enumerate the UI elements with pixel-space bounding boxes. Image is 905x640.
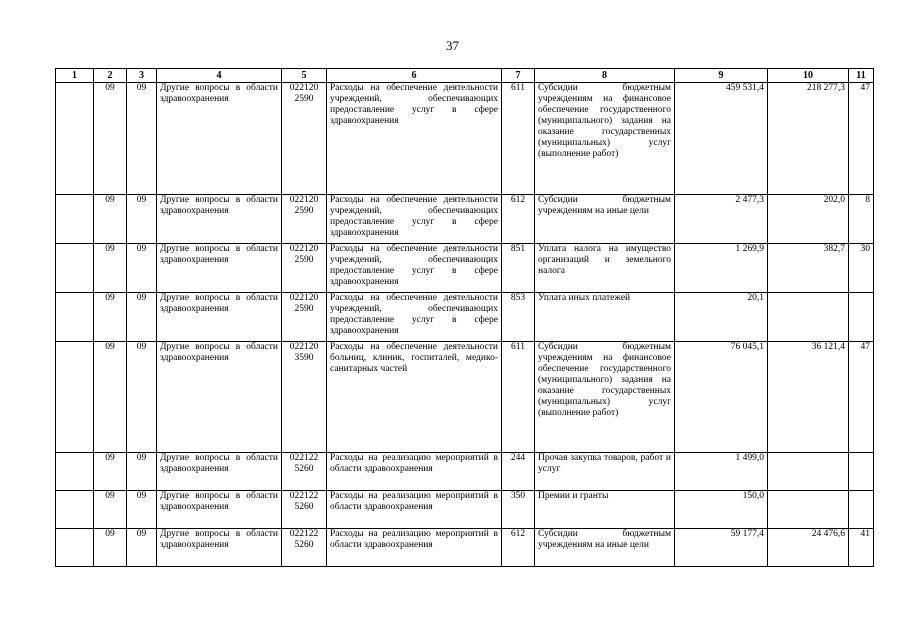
cell-subsection: 09 xyxy=(127,293,157,342)
cell-expense-name: Субсидии бюджетным учреждениям на финансовое обеспечение государственного (муниципального) задания на оказание государственных (муниципальных) услуг (выполнение работ) xyxy=(535,342,675,453)
cell-section: 09 xyxy=(94,83,127,195)
cell-target-item: 022120 2590 xyxy=(282,195,327,244)
cell-col1 xyxy=(56,491,94,529)
cell-col1 xyxy=(56,453,94,491)
table-row xyxy=(56,342,874,453)
cell-section-name: Другие вопросы в области здравоохранения xyxy=(157,244,282,293)
cell-subsection: 09 xyxy=(127,342,157,453)
cell-expense-name: Субсидии бюджетным учреждениям на иные цели xyxy=(535,529,675,567)
column-header: 5 xyxy=(282,69,327,83)
column-header: 10 xyxy=(768,69,849,83)
column-header: 8 xyxy=(535,69,675,83)
cell-target-item: 022120 2590 xyxy=(282,293,327,342)
cell-target-item: 022120 3590 xyxy=(282,342,327,453)
cell-target-name: Расходы на обеспечение деятельности учреждений, обеспечивающих предоставление услуг в сфере здравоохранения xyxy=(327,244,502,293)
cell-col1 xyxy=(56,195,94,244)
cell-section-name: Другие вопросы в области здравоохранения xyxy=(157,293,282,342)
cell-section: 09 xyxy=(94,342,127,453)
table-row xyxy=(56,244,874,293)
cell-expense-name: Субсидии бюджетным учреждениям на иные цели xyxy=(535,195,675,244)
cell-target-item: 022120 2590 xyxy=(282,83,327,195)
cell-col1 xyxy=(56,83,94,195)
table-row xyxy=(56,529,874,567)
cell-col1 xyxy=(56,342,94,453)
cell-subsection: 09 xyxy=(127,529,157,567)
cell-subsection: 09 xyxy=(127,244,157,293)
cell-section: 09 xyxy=(94,491,127,529)
cell-executed: 218 277,3 xyxy=(768,83,849,195)
cell-expense-type: 612 xyxy=(502,195,535,244)
cell-section-name: Другие вопросы в области здравоохранения xyxy=(157,83,282,195)
cell-section-name: Другие вопросы в области здравоохранения xyxy=(157,342,282,453)
table-row xyxy=(56,293,874,342)
table-row xyxy=(56,453,874,491)
cell-subsection: 09 xyxy=(127,195,157,244)
page-number: 37 xyxy=(446,38,459,53)
cell-target-name: Расходы на обеспечение деятельности больниц, клиник, госпиталей, медико-санитарных частей xyxy=(327,342,502,453)
cell-plan: 1 269,9 xyxy=(675,244,768,293)
cell-percent: 47 xyxy=(849,342,874,453)
cell-target-name: Расходы на реализацию мероприятий в области здравоохранения xyxy=(327,453,502,491)
cell-target-name: Расходы на обеспечение деятельности учреждений, обеспечивающих предоставление услуг в сфере здравоохранения xyxy=(327,293,502,342)
cell-expense-type: 611 xyxy=(502,83,535,195)
cell-section-name: Другие вопросы в области здравоохранения xyxy=(157,491,282,529)
column-header: 3 xyxy=(127,69,157,83)
column-header: 1 xyxy=(56,69,94,83)
cell-target-item: 022122 5260 xyxy=(282,453,327,491)
cell-executed xyxy=(768,453,849,491)
cell-subsection: 09 xyxy=(127,491,157,529)
cell-plan: 2 477,3 xyxy=(675,195,768,244)
cell-section: 09 xyxy=(94,529,127,567)
cell-target-item: 022122 5260 xyxy=(282,491,327,529)
header-row xyxy=(56,69,874,83)
cell-expense-name: Прочая закупка товаров, работ и услуг xyxy=(535,453,675,491)
column-header: 2 xyxy=(94,69,127,83)
cell-expense-type: 853 xyxy=(502,293,535,342)
cell-subsection: 09 xyxy=(127,453,157,491)
column-header: 11 xyxy=(849,69,874,83)
cell-section-name: Другие вопросы в области здравоохранения xyxy=(157,529,282,567)
column-header: 9 xyxy=(675,69,768,83)
cell-plan: 459 531,4 xyxy=(675,83,768,195)
cell-target-name: Расходы на реализацию мероприятий в области здравоохранения xyxy=(327,491,502,529)
cell-plan: 1 499,0 xyxy=(675,453,768,491)
cell-section: 09 xyxy=(94,453,127,491)
column-header: 7 xyxy=(502,69,535,83)
cell-percent: 8 xyxy=(849,195,874,244)
cell-executed: 24 476,6 xyxy=(768,529,849,567)
cell-executed xyxy=(768,293,849,342)
budget-table xyxy=(55,68,874,567)
cell-expense-name: Уплата иных платежей xyxy=(535,293,675,342)
cell-expense-type: 612 xyxy=(502,529,535,567)
cell-col1 xyxy=(56,293,94,342)
cell-executed: 202,0 xyxy=(768,195,849,244)
cell-section: 09 xyxy=(94,244,127,293)
cell-expense-type: 611 xyxy=(502,342,535,453)
cell-expense-name: Премии и гранты xyxy=(535,491,675,529)
cell-section-name: Другие вопросы в области здравоохранения xyxy=(157,195,282,244)
cell-target-item: 022120 2590 xyxy=(282,244,327,293)
cell-plan: 150,0 xyxy=(675,491,768,529)
table-row xyxy=(56,491,874,529)
cell-section: 09 xyxy=(94,195,127,244)
cell-percent: 30 xyxy=(849,244,874,293)
cell-expense-type: 851 xyxy=(502,244,535,293)
cell-expense-name: Субсидии бюджетным учреждениям на финансовое обеспечение государственного (муниципального) задания на оказание государственных (муниципальных) услуг (выполнение работ) xyxy=(535,83,675,195)
cell-percent xyxy=(849,491,874,529)
cell-plan: 20,1 xyxy=(675,293,768,342)
cell-col1 xyxy=(56,529,94,567)
cell-executed: 382,7 xyxy=(768,244,849,293)
cell-section: 09 xyxy=(94,293,127,342)
cell-target-item: 022122 5260 xyxy=(282,529,327,567)
cell-percent xyxy=(849,453,874,491)
cell-expense-name: Уплата налога на имущество организаций и земельного налога xyxy=(535,244,675,293)
cell-percent: 41 xyxy=(849,529,874,567)
cell-subsection: 09 xyxy=(127,83,157,195)
cell-executed xyxy=(768,491,849,529)
cell-plan: 76 045,1 xyxy=(675,342,768,453)
column-header: 4 xyxy=(157,69,282,83)
cell-percent xyxy=(849,293,874,342)
cell-plan: 59 177,4 xyxy=(675,529,768,567)
cell-target-name: Расходы на обеспечение деятельности учреждений, обеспечивающих предоставление услуг в сфере здравоохранения xyxy=(327,83,502,195)
cell-percent: 47 xyxy=(849,83,874,195)
cell-col1 xyxy=(56,244,94,293)
cell-target-name: Расходы на обеспечение деятельности учреждений, обеспечивающих предоставление услуг в сфере здравоохранения xyxy=(327,195,502,244)
column-header: 6 xyxy=(327,69,502,83)
cell-target-name: Расходы на реализацию мероприятий в области здравоохранения xyxy=(327,529,502,567)
cell-executed: 36 121,4 xyxy=(768,342,849,453)
cell-section-name: Другие вопросы в области здравоохранения xyxy=(157,453,282,491)
table-row xyxy=(56,195,874,244)
cell-expense-type: 350 xyxy=(502,491,535,529)
cell-expense-type: 244 xyxy=(502,453,535,491)
table-row xyxy=(56,83,874,195)
